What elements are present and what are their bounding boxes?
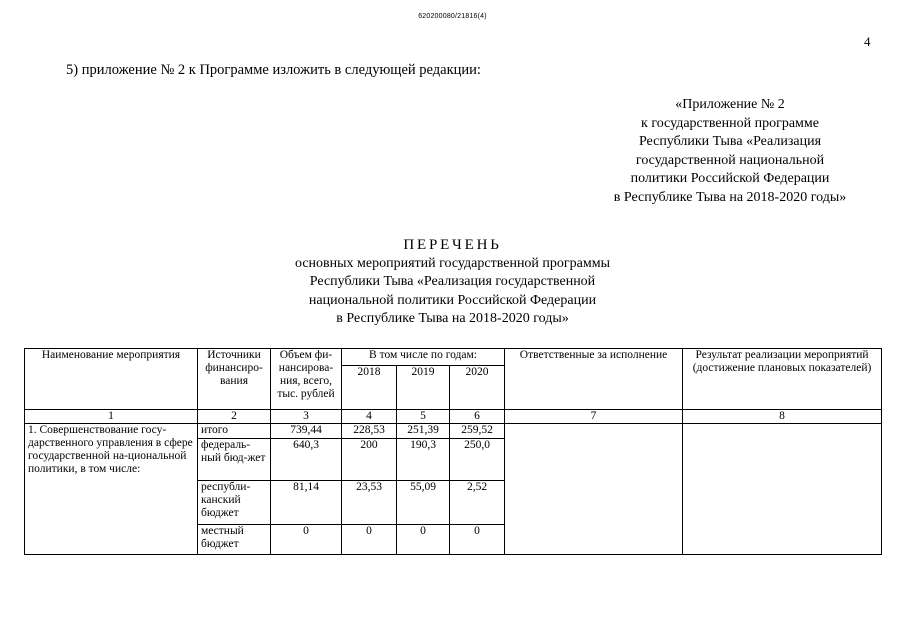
header-year-2018: 2018 bbox=[342, 366, 397, 410]
column-number: 5 bbox=[397, 410, 450, 424]
subtitle-line: национальной политики Российской Федерации bbox=[308, 292, 597, 308]
row-total: 739,44 bbox=[271, 424, 342, 439]
appendix-line: к государственной программе bbox=[641, 115, 819, 131]
row-2019: 190,3 bbox=[397, 439, 450, 481]
row-2019: 55,09 bbox=[397, 481, 450, 525]
list-title: ПЕРЕЧЕНЬ bbox=[403, 237, 502, 253]
header-sources: Источники финансиро-вания bbox=[198, 349, 271, 410]
responsible-cell bbox=[505, 424, 683, 555]
appendix-line: государственной национальной bbox=[635, 152, 825, 168]
row-2019: 251,39 bbox=[397, 424, 450, 439]
subtitle-line: Республики Тыва «Реализация государственной bbox=[309, 274, 596, 289]
subtitle-line: основных мероприятий государственной программы bbox=[294, 255, 610, 271]
header-volume: Объем фи-нансирова-ния, всего, тыс. рублей bbox=[271, 349, 342, 410]
row-total: 0 bbox=[271, 525, 342, 555]
row-2018: 200 bbox=[342, 439, 397, 481]
column-number: 8 bbox=[683, 410, 882, 424]
intro-text: 5) приложение № 2 к Программе изложить в следующей редакции: bbox=[66, 62, 481, 78]
row-2018: 23,53 bbox=[342, 481, 397, 525]
appendix-line: в Республике Тыва на 2018-2020 годы» bbox=[613, 189, 847, 205]
row-source: республи-канский бюджет bbox=[198, 481, 271, 525]
row-total: 81,14 bbox=[271, 481, 342, 525]
row-2019: 0 bbox=[397, 525, 450, 555]
row-source: итого bbox=[198, 424, 271, 439]
row-2018: 0 bbox=[342, 525, 397, 555]
row-2020: 0 bbox=[450, 525, 505, 555]
column-number: 6 bbox=[450, 410, 505, 424]
result-cell bbox=[683, 424, 882, 555]
row-source: местный бюджет bbox=[198, 525, 271, 555]
column-number: 7 bbox=[505, 410, 683, 424]
appendix-block bbox=[590, 96, 870, 207]
subtitle-line: в Республике Тыва на 2018-2020 годы» bbox=[336, 311, 569, 326]
appendix-line: политики Российской Федерации bbox=[630, 171, 830, 186]
list-heading bbox=[0, 236, 905, 329]
row-2020: 250,0 bbox=[450, 439, 505, 481]
column-number: 2 bbox=[198, 410, 271, 424]
column-numbers-row bbox=[25, 410, 882, 424]
page-number: 4 bbox=[864, 34, 871, 49]
column-number: 3 bbox=[271, 410, 342, 424]
column-number: 4 bbox=[342, 410, 397, 424]
header-year-2019: 2019 bbox=[397, 366, 450, 410]
row-2020: 259,52 bbox=[450, 424, 505, 439]
header-name: Наименование мероприятия bbox=[25, 349, 198, 410]
row-source: федераль-ный бюд-жет bbox=[198, 439, 271, 481]
header-year-2020: 2020 bbox=[450, 366, 505, 410]
column-number: 1 bbox=[25, 410, 198, 424]
row-2020: 2,52 bbox=[450, 481, 505, 525]
header-by-years: В том числе по годам: bbox=[342, 349, 505, 366]
appendix-line: Республики Тыва «Реализация bbox=[638, 134, 822, 149]
document-code: 620200080/21816(4) bbox=[418, 13, 487, 20]
table-row bbox=[25, 424, 882, 439]
header-responsible: Ответственные за исполнение bbox=[505, 349, 683, 410]
activities-table bbox=[24, 348, 882, 555]
header-result: Результат реализации мероприятий (достижение плановых показателей) bbox=[683, 349, 882, 410]
row-2018: 228,53 bbox=[342, 424, 397, 439]
activity-name: 1. Совершенствование госу-дарственного управления в сфере государственной на-циональной политики, в том числе: bbox=[25, 424, 198, 555]
appendix-line: «Приложение № 2 bbox=[675, 97, 785, 112]
row-total: 640,3 bbox=[271, 439, 342, 481]
